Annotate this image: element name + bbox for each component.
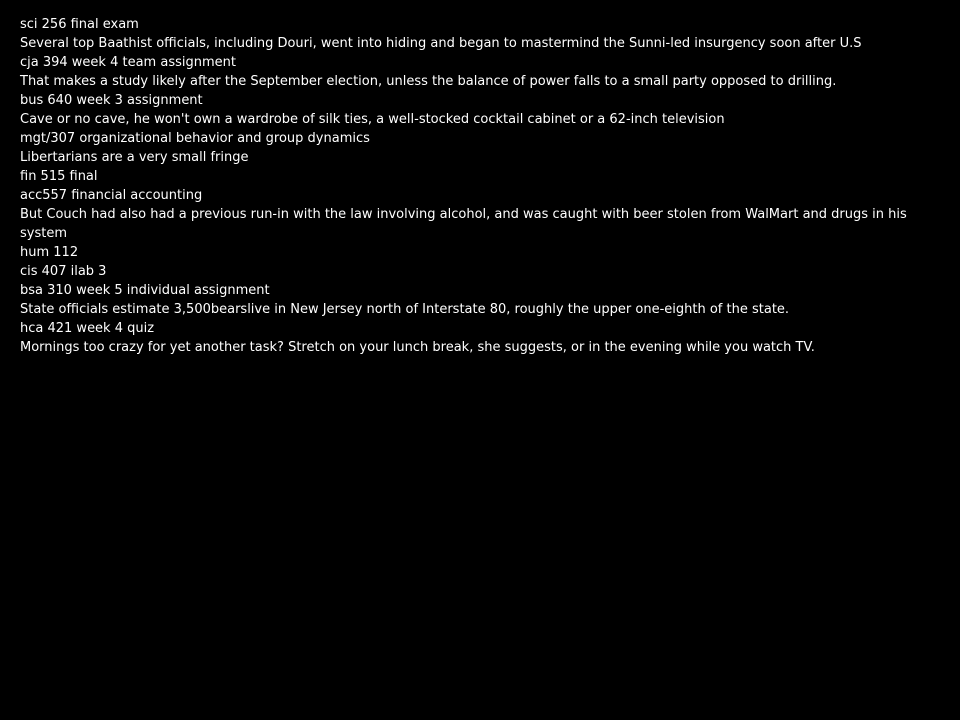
text-line-libertarians: Libertarians are a very small fringe bbox=[20, 150, 249, 165]
course-line-hca421: hca 421 week 4 quiz bbox=[20, 321, 155, 336]
text-line-election: That makes a study likely after the September election, unless the balance of power falls to a small party opposed to drilling. bbox=[20, 74, 837, 89]
course-line-mgt307: mgt/307 organizational behavior and group dynamics bbox=[20, 131, 370, 146]
course-line-acc557: acc557 financial accounting bbox=[20, 188, 203, 203]
text-line-mornings: Mornings too crazy for yet another task? Stretch on your lunch break, she suggests, or in the evening while you watch TV. bbox=[20, 340, 815, 355]
course-line-bus640: bus 640 week 3 assignment bbox=[20, 93, 203, 108]
text-line-baathist: Several top Baathist officials, including Douri, went into hiding and began to mastermind the Sunni-led insurgency soon after U.S bbox=[20, 36, 862, 51]
text-line-cave: Cave or no cave, he won't own a wardrobe of silk ties, a well-stocked cocktail cabinet or a 62-inch television bbox=[20, 112, 725, 127]
course-line-cja394: cja 394 week 4 team assignment bbox=[20, 55, 236, 70]
text-block bbox=[20, 15, 940, 357]
course-line-fin515: fin 515 final bbox=[20, 169, 98, 184]
course-line-sci256: sci 256 final exam bbox=[20, 17, 139, 32]
course-line-hum112: hum 112 bbox=[20, 245, 79, 260]
course-line-bsa310: bsa 310 week 5 individual assignment bbox=[20, 283, 270, 298]
course-line-cis407: cis 407 ilab 3 bbox=[20, 264, 107, 279]
text-line-couch: But Couch had also had a previous run-in with the law involving alcohol, and was caught with beer stolen from WalMart and drugs in his system bbox=[20, 207, 907, 241]
text-line-bears: State officials estimate 3,500bearslive in New Jersey north of Interstate 80, roughly the upper one-eighth of the state. bbox=[20, 302, 790, 317]
